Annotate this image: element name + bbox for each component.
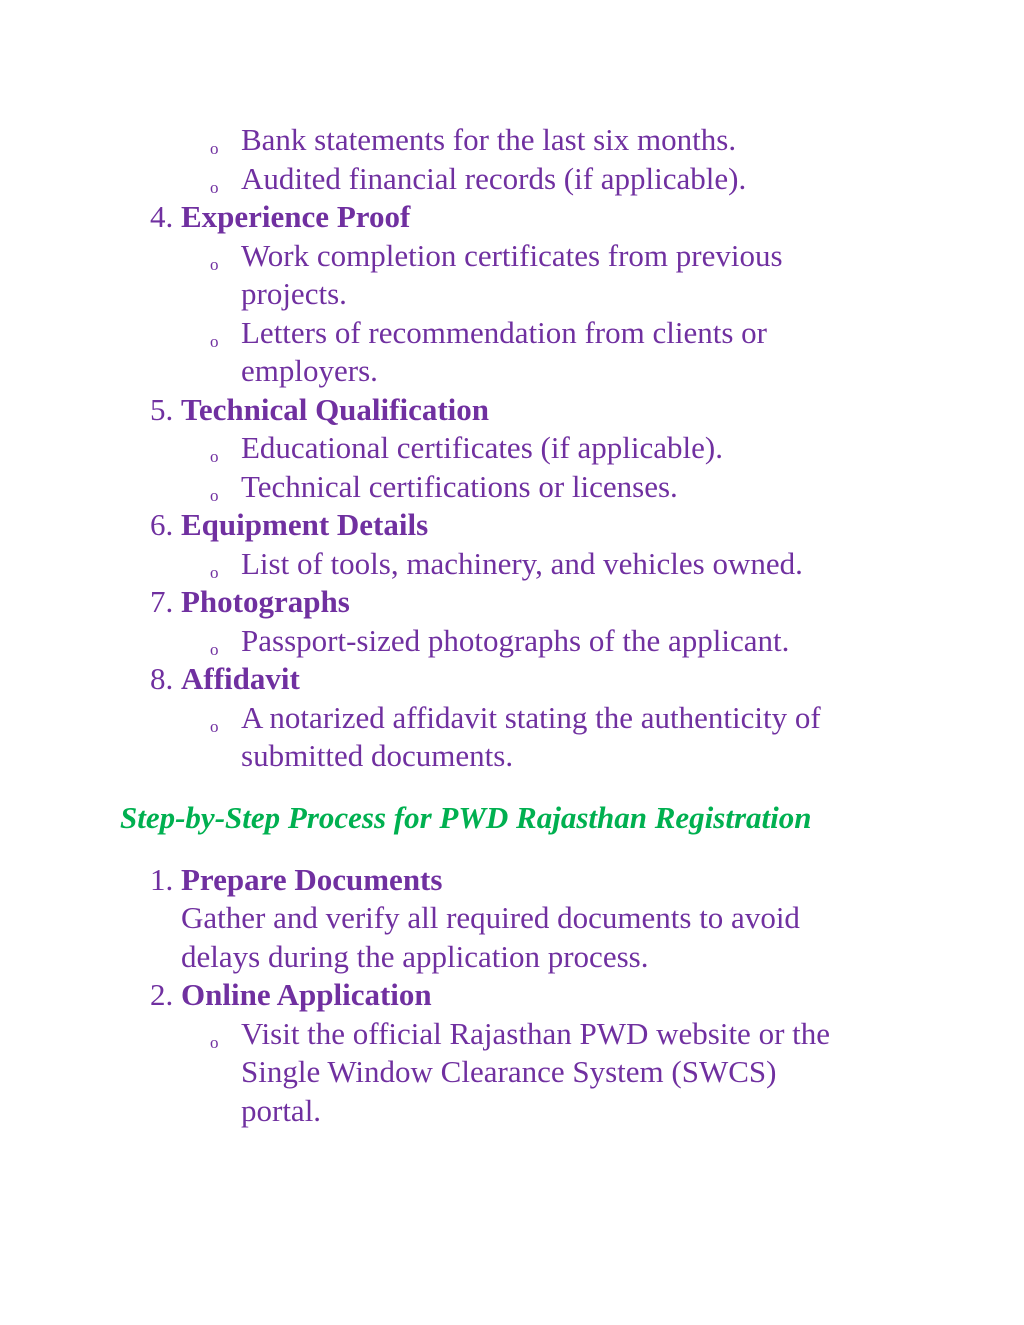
step-description: delays during the application process. <box>181 939 649 974</box>
bullet-marker: o <box>210 486 219 505</box>
bullet-marker: o <box>210 447 219 466</box>
list-item-title: Affidavit <box>181 661 300 696</box>
bullet-text: Audited financial records (if applicable). <box>241 161 747 196</box>
list-number: 5. <box>150 392 174 427</box>
bullet-text: Passport-sized photographs of the applicant. <box>241 623 790 658</box>
bullet-text: submitted documents. <box>241 738 514 773</box>
bullet-marker: o <box>210 1033 219 1052</box>
bullet-text: projects. <box>241 276 347 311</box>
bullet-text: employers. <box>241 353 378 388</box>
bullet-text: portal. <box>241 1093 322 1128</box>
section-heading: Step-by-Step Process for PWD Rajasthan Registration <box>120 800 812 835</box>
list-item-title: Technical Qualification <box>181 392 490 427</box>
list-item-title: Photographs <box>181 584 350 619</box>
bullet-text: Visit the official Rajasthan PWD website or the <box>241 1016 831 1051</box>
list-number: 6. <box>150 507 174 542</box>
bullet-text: List of tools, machinery, and vehicles owned. <box>241 546 803 581</box>
bullet-marker: o <box>210 563 219 582</box>
list-item-title: Experience Proof <box>181 199 411 234</box>
bullet-marker: o <box>210 255 219 274</box>
bullet-text: Single Window Clearance System (SWCS) <box>241 1054 777 1089</box>
bullet-text: Technical certifications or licenses. <box>241 469 678 504</box>
list-number: 8. <box>150 661 174 696</box>
step-number: 2. <box>150 977 174 1012</box>
step-number: 1. <box>150 862 174 897</box>
bullet-marker: o <box>210 332 219 351</box>
bullet-marker: o <box>210 139 219 158</box>
step-title: Online Application <box>181 977 432 1012</box>
list-number: 4. <box>150 199 174 234</box>
step-description: Gather and verify all required documents to avoid <box>181 900 800 935</box>
list-item-title: Equipment Details <box>181 507 429 542</box>
bullet-text: Educational certificates (if applicable). <box>241 430 723 465</box>
bullet-marker: o <box>210 640 219 659</box>
bullet-text: A notarized affidavit stating the authenticity of <box>241 700 821 735</box>
bullet-text: Bank statements for the last six months. <box>241 122 737 157</box>
bullet-marker: o <box>210 717 219 736</box>
step-title: Prepare Documents <box>181 862 443 897</box>
bullet-text: Work completion certificates from previous <box>241 238 783 273</box>
list-number: 7. <box>150 584 174 619</box>
bullet-text: Letters of recommendation from clients or <box>241 315 767 350</box>
bullet-marker: o <box>210 178 219 197</box>
